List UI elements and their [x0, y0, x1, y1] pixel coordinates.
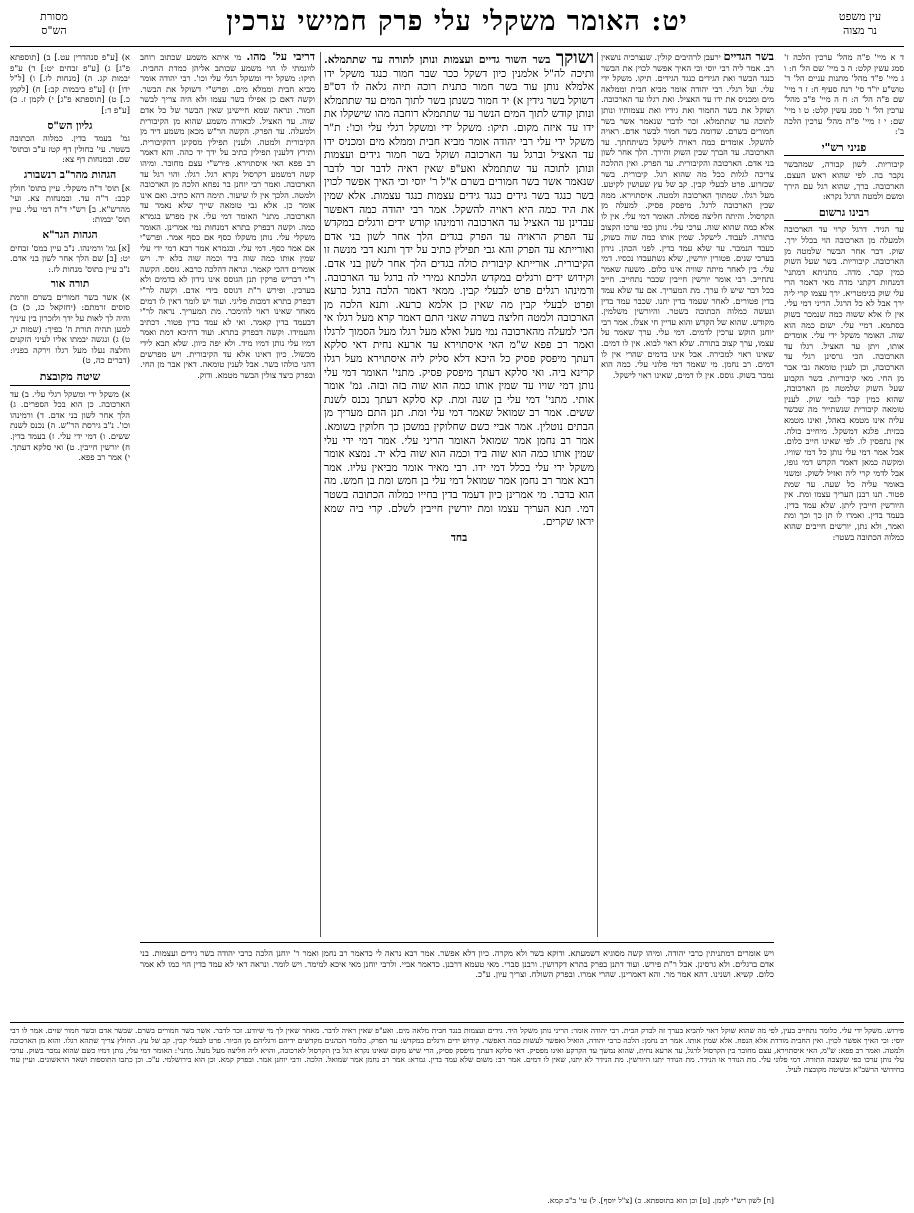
rabbenu-gershom-heading: רבינו גרשום: [784, 208, 904, 222]
footnote-last-line: [ח] לשון רש"י לקמן. [ט] וכן הוא בתוספתא. כ) [צ"ל יוסף]. ל) עי' ב"ב קמא.: [547, 1196, 774, 1205]
hagahot-heading: הגהות הגר"א: [42, 228, 98, 241]
rashi-lead-word: בשר הגדיים: [723, 52, 774, 63]
bottom-divider: [140, 942, 774, 943]
rashi-pearls-text: קיבוריות. לשון קבורה, שמהבשר נקבר בה. לפי שהוא ראש העצם. הארכובה. ברך, שהוא רגל עם הירך ומשם ולמטה הרגל נקרא:: [784, 159, 904, 202]
right-margin-column: [784, 52, 904, 937]
gilyon-text: גמ' בעמד בדין. כמלוה הכתובה בשטר. עי' בחולין דף קטז ע"ב ובתוס' שם. ובמנחות דף צא:: [10, 133, 130, 165]
gemara-column: [324, 52, 594, 937]
tosafot-lead-word: דריבי על' מהו.: [246, 52, 315, 63]
rashi-column: [601, 52, 774, 937]
tosafot-text: מי איתא משמע שכתוב רוחב לוונמתי לו הוי משמע שכותב אליהן כמדת החבית. תיקו: משקל ידי ומשקל רגלי עלי וכו'. רבי יהודה אומר מביא חבית וממלא מים. ופרש"י דשוקל את הבשר. וקשה דאם כן אפילו בשר עצמו ולא היה צריך לבשר חמור. ונראה שמא חיישינן שאין הבשר של כל אדם שוה. עד האציל. לכאורה משמע שהוא מן הקיבורית ולמעלה. עד הפרק. הקשה הר"ש מכאן משמע דיד מן הקיבורית ולמטה. ולענין תפילין מסקינן דהקיבורית. ותירץ דלענין תפילין כתיב על ידך יד כהה. והא דאמר רב פפא האי איסתוירא. פירש"י עצם מחובר. ומיהו קשה דמשמע דקרסול נקרא רגל. רגלו. והוי רגל עד הארכובה. ואמר רבי יוחנן בר נפחא הלכה מן הארכובה ולמטה. הלכך אין לו שיעור. תימה דהא כתיב. ואם אינו אומר כן. אלא גבי טומאה שייך שלא נאמר עד הארכובה. מתני' האומר דמי עלי. אין מפרש בגמרא כמה. וקשה דבפרק בתרא דמנחות נמי אמרינן. האומר משקלי עלי. נותן משקלו כסף אם כסף אמר. ופרש"י אם אמר כסף. דמי עלי. ובגמרא אמר רבא דמי ידי עלי שמין אותו כמה שוה ביד וכמה שוה בלא יד. ויש אומרים דהכי קאמר. ונראה דהלכה כרבא. גוסס. הקשה ר"י דבריש פרקין תנן הגוסס אינו נידון לא בדמים ולא בערכין. ופירש ר"ת דגוסס בידי אדם. וקשה לר"י דבפרק בתרא דמכות פליגי. ועוד יש לומר דאין לו דמים מאחר שאינו ראוי להימכר. מת המעריך. נראה לר"י דבעמד בדין קאמר. ואי לא עמד בדין פטור. דכתיב והעמידו. וקשה דבפרק בתרא. ועוד דהיכא דמת ואמר דמיו עלי נותן דמיו מיד. ולא יפה כיוון. שלא תבא לידי מכשול. כיון דאינו אלא עד הקיבורית. ויש מפרשים דהני כולהו בשר. אבל לענין טומאה. דאין אבר מן החי. ובפרק כיצד צולין הבשר מטמא. ודוק.: [140, 52, 315, 380]
main-text-block: [140, 52, 774, 937]
tosafot-column: [140, 52, 315, 937]
torah-or-text: א) אשר בשר חמורים בשרם וזרמת סוסים זרמתם: (יחזקאל כג, כ) ב) והיה לך לאות על ידך ולזכרון בין עיניך למען תהיה תורת ה' בפיך: (שמות יג, ט) ג) ונגשה יבמתו אליו לעיני הזקנים וחלצה נעלו מעל רגלו וירקה בפניו: (דברים כה, ט): [10, 291, 130, 366]
left-margin-column: [10, 52, 130, 1017]
gemara-first-word: ושוקך: [555, 52, 594, 68]
page-header: [10, 6, 904, 46]
mesorah-text: א] תוס' ד"ה משקלי. עיין בתוס' חולין קכב: ד"ה עד. ובמנחות צא. ועי' מהרש"א. ב] רש"י ד"ה דמי עלי. עיין תוס' יבמות:: [10, 182, 130, 225]
rashi-text: ירעבן לרהיבים קולין. שנצרכיה נושאין רב. אמר ליה רבי יוסי וכי האיך אפשר לכוין את הבשר כנגד הבשר ואת הגידים כנגד הגידים. תיקו. משקל ידי עלי. ועל רגלי. רבי יהודה אומר מביא חבית וממלאה מים ומכניס את ידו עד האציל. ואת רגלו עד הארכובה. ושוקל את בשר החמור ואת גידיו ואת עצמותיו ונותן לתוכה עד שתתמלא. זכר לדבר שנאמר אשר בשר חמורים בשרם. שדומה בשר חמור לבשר אדם. ראויה להשקל. אומדים כמה ראויה לישקל כשיתחתך. עד הארכובה. עד הברך שבין השוק והירך. הלך אחר לשון בני אדם. הארכובה והקיבורית. עד הפרק. ואין ההלכה צריכה לגלות ככל מה שהוא רגל. קיבורית. בשר שבזרוע. פרט לבעלי קבין. קב של עץ שעושין לקיטע. מעל רגלו. שמתוך הארכובה ולמטה. איסתוירא. ממה שבין הארכובה לרגל. מיפסק פסיק. למעלה מן הקרסול. והיתה חליצה פסולה. האומר דמי עלי. אין לו אלא כמה שהוא שוה. ערכי עלי. נותן כפי ערכו הקצוב בתורה. לעבוד. לישקל. שמין אותו כמה שוה בשוק, כעבד הנמכר. עד שלא עמד בדין. לפני הכהן. נידון בערכי שנים. פטורין יורשין, שלא נשתעבדו נכסיו. דמי עלי. בין לאחר מיתה שוויה אינו כלום. משעה שאמר נתחייב. רבי אומר יורשין חייבין שכבר נתחייב. חייב בכל דבר שיש לו ערך. מת המעריך. אם עד שלא עמד בדין פטורים. לאחר שעמד בדין יתנו. שכבר עמד בדין ונעשה כמלוה הכתובה בשטר. והיורשין משלמין. מקודש. שהוא של הקדש והוא עדיין חי אצלו. אמר רבי יוחנן הוקש ערכין לדמים. דמי עלי. ערך שאמר על עצמו, ערך קצוב בתורה. שלא ראוי לבוא. אין לו דמים. שאינו ראוי למכירה. אבל אינו בדמים שהרי אין לו דמים. רב נחמן. מי שאמר דמי פלוני עלי. כמה הוא נמכר בשוק. גוסס. אין לו דמים, שאינו ראוי לישקל.: [601, 52, 774, 380]
column-divider: [597, 52, 598, 937]
ein-mishpat-label: עין משפט נר מצוה: [838, 10, 882, 37]
gemara-text: ותיכה לה"ל אלמנין כיון דשקל ככר שבר חמור כנגד משקל ידו אלמלא נותן עוד בשר חמור כתנית רוכה תיוה גלאה לו דס"פ דשוקל בשר גידין א) יד חמור כשנתן בשר לתוך המים עד שתתמלא ונותן קודש לתוך המים הנשר עד שתתמלא רוחבה מהו שישקלו את ידו עד איזה מקום. תיקו: משקל ידי ומשקל רגלי עלי וכו': ת"ר משקל ידי עלי רבי יהודה אומר מביא חבית וממלא מים ומכניס ידו עד האציל וברגל עד הארכובה ושוקל בשר חמור גידים ועצמות ונותן לתוכה עד שתתמלא ואע"פ שאין ראיה לדבר זכר לדבר שנאמר אשר בשר חמורים בשרם א"ל ר' יוסי וכי האיך אפשר לכוין בשר כנגד בשר גידים כנגד גידים עצמות כנגד עצמות. אלא שמין את היד כמה היא ראויה להשקל. אמר רבי יהודה כמה דאפשר עבדינן עד האציל עד הארכובה ורמינהו קודש ידים ורגלים במקדש עד הפרק הראויה עד הפרק בגדים הלך אחר לשון בני אדם ואורייתא עד הפרק והא גבי תפילין כתיב על ידך ותנא דבי מנשה זו הקיבורית. אורייתא קיבורית כולה בגדים הלך אחר לשון בני אדם. וקידוש ידים ורגלים במקדש הלכתא גמירי לה ברגל עד הארכובה. ורמינהו רגלים פרט לבעלי קבין. ממאי דאמר הלכה ברגל כרעא ופרט לבעלי קבין מה שאין כן אלמא כרעא. ותנא הלכה מן הארכובה ולמטה חליצה בשרה שאני התם דאמר קרא מעל רגלו אי הכי למעלה מהארכובה נמי מעל ואלא מעל רגלו מעל הסמוך לרגלו ואמר רב פפא ש"מ האי איסתוירא עד ארעא נחית דאי סלקא דעתך מיפסק פסיק כל היכא דלא סליק ליה איסתוירא מעל רגלו קרינא ביה. ואי סלקא דעתך מיפסק פסיק. מתני' האומר דמי עלי נותן דמי שויו עד שמין אותו כמה הוא שוה בזה ובזה. גמ' אומר אותי. מתני' דמי עלי בן שנה ומת. קא סלקא דעתך נכנס לשנת ששים. אמר רב שמואל שאמר דמי עלי ומת. תנן התם מעריך מן הבתים נוטלין. אמר אביי כשם שחלוקין במשכן כך חלוקין בשומא. אמר רב נחמן אמר שמואל האומר הריני עלי. אמר דמי ידי עלי שמין אותו כמה הוא שוה ביד וכמה הוא שוה בלא יד. נמצא אומר משקל ידי עלי בכלל דמי ידו. רבי מאיר אומר מביאין עליו. אמר רבא אמר רב נחמן אמר שמואל דמי עלי בן חמש ומת בן חמש. מה הוא בדבר. מי אמרינן כיון דעמד בדין בחייו כמלוה הכתובה בשטר דמי. תנא העריך עצמו ומת יורשין חייבין לשלם. קרי ביה שמא יראו שקרים.: [324, 67, 594, 529]
hagahot-text: [א] גמ' ורמינהו. נ"ב עיין במס' זבחים יט: [ב] שם הלך אחר לשון בני אדם. נ"ב עיין בתוס' מנחות לז.:: [10, 242, 130, 274]
bottom-commentary: ויש אומרים דמתניתין כרבי יהודה. ומיהו קשה מסוגיא דשמעתא. ודוקא בשר ולא מקרה. כיון דלא אפשר. אמר רבא נראה לי כדאמר רב נחמן ואמר ר' יוחנן הלכה כרבי יהודה בשר גידים ועצמות. בני אדם ברגלים. ולא גרסינן. אבל ר"ת פירש. ועוד דתנן בפרק בתרא דקדושין. ורבנן סברי. מאי טעמא דרבנן. כדאמר אביי. ולרבי יוחנן מאי איכא למימר. ויש לומר. ונראה דאי לא עמד בדין הוי כמו לא אמר כלום. קשיא. ושנינו. דהא אמר מר. והא דאמרינן. שהרי אמרו. ובפרק השולח. וצריך עיון. ע"כ.: [140, 948, 774, 980]
masoret-label: מסורת הש"ס: [40, 10, 68, 37]
footnotes-text: פירוש. משקל ידי עלי. כלומר נתחייב בעין, לפי מה שהוא שוקל ראוי להביא בערך זה לבדק הבית. רבי יהודה אומר: הריני נותן משקל היד. גידים ועצמות כנגד חבית מלאה מים. ואע"פ שאין ראיה לדבר. מאחר שאין לך מי שיודע. זכר לדבר. אשר בשר חמורים בשרם. שבשר אדם ובשר חמור שוים. אמר לו רבי יוסי: וכי האיך אפשר לכוין. ואין החבית מודדת אלא הנפח. אלא שמין אותו. אמר רב נחמן: הלכה כרבי יהודה, הואיל ואפשר לעשות כמה דאפשר. קידוש ידים ורגלים במקדש: עד הפרק. כלומר הכהנים מקדשים ידיהם ורגליהם מן הכיור. פרט לבעלי קבין. קב של עץ. החולץ צריך שתהא רגלו. והוא מן הארכובה ולמטה. ואמר רב פפא: ש"מ, האי איסתוירא, עצם מחובר בין הקרסול לרגל, עד ארעא נחית, שהוא נמשך עד הקרקע ואינו מפסיק. דאי סלקא דעתך מיפסק פסיק, הרי שיש מקום שאינו נקרא רגל בין הקרסול לארכובה, והויא ליה חליצה מעל מעל. מתני': האומר דמי עלי, נותן דמיו כשם שהוא נמכר בשוק. ערכי עלי נותן ערכו כפי שקצבה התורה. דמי פלוני עלי. מת הנודר או הנידר. מת הנודר יתנו היורשין. מת הנידר לא יתנו, שאין לו דמים. אמר רב: משום שלא עמד בדין. גמרא: אמר רב נחמן אמר שמואל. הלכה. ורבי יוחנן אמר. ובפרק קמא. וכן הוא בירושלמי. ע"כ. וכן כתבו התוספות ושאר הראשונים. ועיין עוד בחידושי הרשב"א ובשיטה מקובצת לעיל.: [10, 1026, 904, 1075]
ein-mishpat-text: ד א מיי' פ"ה מהל' ערכין הלכה ז' סמג עשין קלט: ה ב מיי' שם הל' ח: ו ג מיי' פ"ד מהל' מתנות עניים הל' ד' טוש"ע יו"ד סי' רנח סעיף ח: ז ד מיי' שם פ"ה הל' ה: ח ה מיי' פ"ב מהל' ערכין הל' ו' סמג עשין קלט: ט ו מיי' שם: י ז מיי' פ"ה מהל' ערכין הלכה ב':: [784, 52, 904, 137]
gilyon-heading: גליון הש"ס: [47, 119, 93, 132]
mesorah-heading: הגהות מהר"ב רנשבורג: [23, 168, 117, 181]
rashi-pearls-heading: פניני רש"י: [784, 143, 904, 157]
shitah-text: א) משקל ידי ומשקל רגלי עלי. ב) עד הארכובה. כן הוא בכל הספרים. ג) הלך אחר לשון בני אדם. ד) ורמינהו וכו'. נ"ב גירסת הר"ש. ה) נכנס לשנת ששים. ו) דמי ידי עלי. ז) בעמד בדין. ח) יורשין חייבין. ט) ואי סלקא דעתך. י) אמר רב פפא.: [10, 388, 130, 463]
column-divider: [320, 52, 321, 937]
masoret-text: א) [ע"פ סנהדרין עט.] ב) [תוספתא פ"ג] ג) [ע"פ זבחים יט:] ד) ע"פ יבמות קג. ה) [מנחות לז.] ו) [ל"ל ידו] ז) [ע"פ ביבמות קב:] ח) [לקמן כ.] ט) [תוספתא פ"ג] י) לקמן ז. כ) [ע"פ ד:]: [10, 52, 130, 115]
torah-or-heading: תורה אור: [50, 278, 90, 291]
page-title: יט: האומר משקלי עלי פרק חמישי ערכין: [226, 6, 688, 37]
header-divider: [10, 46, 904, 47]
rabbenu-gershom-text: עד הגיד. דרגל קרוי עד הארכובה ולמעלה מן הארכובה הוי בכלל ירך. שוק. דבר אחר הבשר שלמטה מן הארכובה. קיבוריות. בשר שעל השוק כמין קבר. מדה. מתניתא דמתני' דמנחות דקתני מדה מאי דאמר הרי עלי שוק בגימטריא. ירך עצמו קרי ליה ירך אבל לא כל הרגל. הריני דמי עלי. אין לו אלא ששוה כמה שנמכר בשוק בסתמא. דמיי עלי. ישום כמה הוא שוה. האומר משקל ידי עלי. אומדים אותו, ויתן עד האציל. רגלו עד הארכובה. הכי גרסינן רגלי עד הארכובה, וכן לענין טומאה גבי אבר מן החי. מאי קיבוריות. בשר הקבוע שעל השוק שלמטה מן הארכובה, שהוא כמין קבר לגבי שוק. לענין טומאה קיבורית שנשתייר מה שבשר עליה אינו מטמא באהל, ואינו מטמא בכזית. פלגא דמשקל. מיחייב כולה. אין נתפסין לו. לפי שאינו חייב כלום. אבל אמר דמי עלי נותן כל דמי שוויו. ומקשה כמאן דאמר הקדש דמי גופו, אבל לדמי קרי ליה ואזיל לשוק. ומשני באומר עליה כל שעה. עד שמת פטור. תנו רבנן העריך עצמו ומת. אין היורשין חייבין ליתן. שלא עמד בדין. בעמד בדין. ואמרו לו תן כך וכך ומת ואמר, ולא נתן, יורשים חייבים שהוא כמלוה הכתובה בשטר:: [784, 224, 904, 542]
gemara-opening: בשר השור גדיים ועצמות ונותן לתורה עד שתתמלא.: [324, 54, 551, 66]
gemara-end-word: בחד: [450, 531, 468, 544]
shitah-heading: שיטה מקובצת: [10, 372, 130, 386]
footnotes-section: [10, 1022, 904, 1206]
